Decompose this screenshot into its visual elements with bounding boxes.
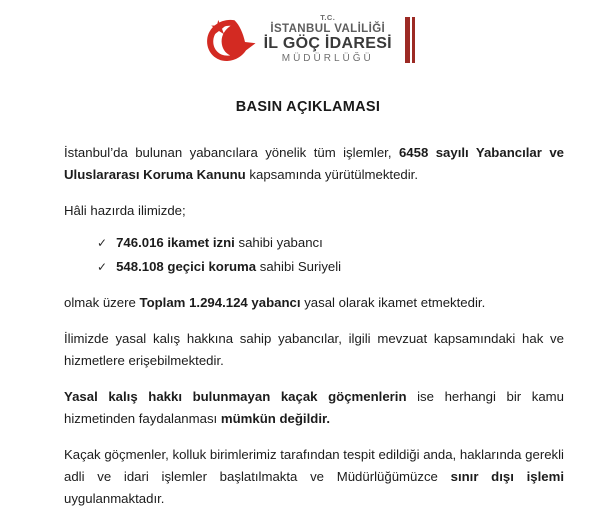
p6-text-after: uygulanmaktadır. — [64, 491, 165, 506]
logo-accent-bars — [405, 17, 416, 63]
residence-permit-count: 746.016 ikamet izni — [116, 235, 235, 250]
p6-text-before: Kaçak göçmenler, kolluk birimlerimiz tarafından tespit edildiği anda, haklarında gerekli adli ve idari işlemler başlatılmakta ve Müdürlüğümüzce — [64, 447, 564, 484]
p1-text-before: İstanbul’da bulunan yabancılara yönelik tüm işlemler, — [64, 145, 399, 160]
p5-bold-lead: Yasal kalış hakkı bulunmayan kaçak göçmenlerin — [64, 389, 407, 404]
document-body — [0, 142, 616, 510]
deportation-term: sınır dışı işlemi — [450, 469, 564, 484]
p3-text-after: yasal olarak ikamet etmektedir. — [300, 295, 486, 310]
institution-name-block — [264, 14, 392, 65]
p1-text-after: kapsamında yürütülmektedir. — [245, 167, 419, 182]
p3-text-before: olmak üzere — [64, 295, 140, 310]
paragraph-rights-and-services: İlimizde yasal kalış hakkına sahip yabancılar, ilgili mevzuat kapsamındaki hak ve hizmetlere erişebilmektedir. — [64, 331, 564, 368]
paragraph-irregular-migrants — [64, 386, 564, 430]
p1-law-name: 6458 sayılı Yabancılar ve Uluslararası Koruma Kanunu — [64, 145, 564, 182]
p5-text-middle: ise herhangi bir kamu hizmetinden faydalanması — [64, 389, 565, 426]
page-title: BASIN AÇIKLAMASI — [235, 99, 381, 115]
accent-bar-2 — [412, 17, 415, 63]
paragraph-legal-basis — [64, 142, 564, 186]
check-icon: ✓ — [97, 260, 108, 274]
list-item-content — [116, 231, 323, 254]
accent-bar-1 — [405, 17, 410, 63]
paragraph-total — [64, 292, 564, 314]
paragraph-current-status-intro: Hâli hazırda ilimizde; — [64, 203, 186, 218]
crescent-star-emblem — [201, 17, 257, 63]
institution-logo — [201, 14, 416, 65]
logo-line-suffix: MÜDÜRLÜĞÜ — [281, 53, 374, 64]
list-item — [97, 231, 564, 255]
logo-line-directorate: İL GÖÇ İDARESİ — [263, 35, 392, 52]
logo-tc-label: T.C. — [320, 13, 336, 22]
document-header — [0, 0, 616, 64]
list-item-content — [116, 255, 341, 278]
p5-bold-tail: mümkün değildir. — [220, 411, 331, 426]
logo-line-province: İSTANBUL VALİLİĞİ — [270, 22, 386, 35]
residence-permit-suffix: sahibi yabancı — [234, 235, 323, 250]
check-icon: ✓ — [97, 236, 108, 250]
statistics-list — [64, 231, 564, 279]
total-foreigners-count: Toplam 1.294.124 yabancı — [139, 295, 301, 310]
temporary-protection-suffix: sahibi Suriyeli — [256, 259, 342, 274]
temporary-protection-count: 548.108 geçici koruma — [116, 259, 257, 274]
list-item — [97, 255, 564, 279]
paragraph-enforcement — [64, 444, 564, 510]
